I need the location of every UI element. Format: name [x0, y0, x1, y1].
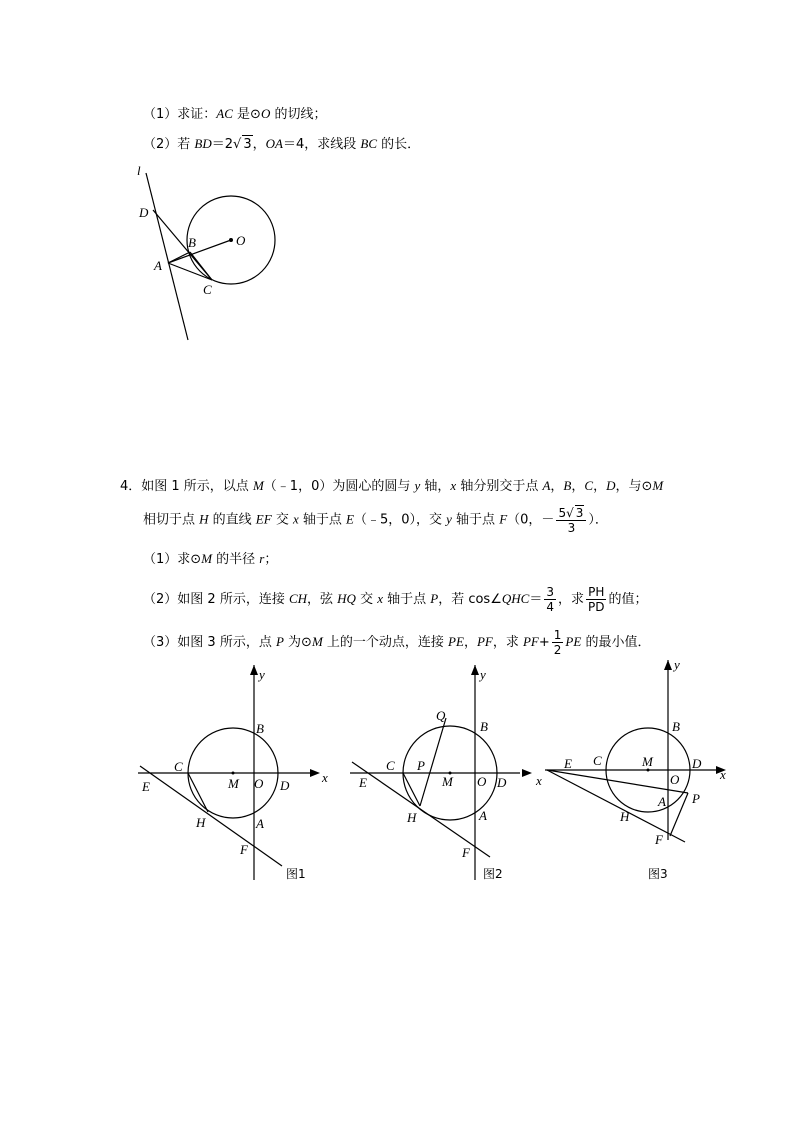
text-fragment: PH — [586, 585, 606, 600]
text-fragment: 求证： — [177, 107, 217, 122]
text-fragment: + — [538, 635, 550, 650]
q4-part2 — [143, 585, 648, 614]
label-A: A — [154, 258, 162, 273]
text-fragment: 3 — [567, 521, 576, 535]
label-D: D — [139, 205, 149, 220]
figure-label: B — [480, 719, 488, 734]
text-fragment: 若 — [177, 137, 195, 152]
q4-figure1 — [130, 660, 340, 885]
text-fragment: ， — [593, 479, 607, 494]
text-fragment: 的值； — [608, 592, 648, 607]
text-fragment: 交 — [271, 512, 293, 528]
y-arrow — [471, 665, 479, 675]
y-arrow — [664, 660, 672, 670]
text-fragment: 轴于点 — [451, 512, 500, 528]
x-arrow — [310, 769, 320, 777]
text-fragment: y — [414, 478, 421, 493]
figure-label: 图2 — [483, 867, 503, 881]
y-arrow — [250, 665, 258, 675]
fraction-half — [552, 628, 564, 657]
figure-label: 图1 — [286, 867, 306, 881]
text-fragment: ； — [264, 552, 278, 567]
text-fragment: P — [275, 634, 284, 649]
figure-label: 图3 — [648, 867, 668, 881]
figure-label: O — [670, 772, 680, 787]
figure-label: A — [479, 808, 487, 823]
figure-label: M — [228, 776, 239, 791]
text-fragment: 交 — [355, 592, 378, 607]
seg-FP — [670, 793, 688, 836]
text-fragment: 3 — [575, 506, 584, 520]
figure-label: B — [672, 719, 680, 734]
text-fragment: AC — [216, 106, 233, 121]
text-fragment: EF — [255, 511, 272, 527]
text-fragment: ＝ — [529, 592, 543, 607]
figure-label: Q — [436, 708, 446, 723]
figure-label: E — [142, 779, 150, 794]
figure-label: H — [407, 810, 417, 825]
x-arrow — [522, 769, 532, 777]
text-fragment: O — [260, 106, 271, 121]
text-fragment: M — [652, 478, 664, 493]
text-fragment: ， — [463, 635, 477, 650]
text-fragment: C — [584, 478, 594, 493]
text-fragment: 相切于点 — [143, 512, 200, 528]
text-fragment: PF — [476, 634, 493, 649]
figure-label: H — [196, 815, 206, 830]
label-B: B — [188, 235, 196, 250]
point-o — [229, 238, 233, 242]
q4-part1 — [143, 550, 277, 569]
text-fragment: BC — [360, 136, 378, 151]
text-fragment: 的最小值． — [581, 635, 651, 650]
figure-label: C — [593, 753, 602, 768]
text-fragment: 的直线 — [208, 512, 256, 528]
q3-part2: （2）若 BD＝2√ 3，OA＝4，求线段 BC 的长． — [143, 136, 421, 152]
figure-label: F — [240, 842, 248, 857]
figure-label: O — [254, 776, 264, 791]
figure-label: P — [417, 758, 425, 773]
figure-label: M — [642, 754, 653, 769]
q4-figure2 — [345, 660, 545, 885]
text-fragment: 3 — [546, 585, 554, 599]
text-fragment: x — [377, 591, 383, 606]
figure-label: D — [692, 756, 702, 771]
label-C: C — [203, 282, 212, 297]
q4-figure3 — [540, 655, 740, 885]
text-fragment: 求⊙ — [177, 552, 202, 567]
text-fragment: 轴于点 — [382, 592, 431, 607]
text-fragment: （0， — [507, 512, 542, 528]
seg-AO — [168, 240, 231, 263]
q3-figure — [130, 160, 290, 345]
text-fragment: y — [446, 511, 452, 527]
text-fragment: ， — [252, 137, 266, 152]
q3-part1 — [143, 105, 326, 124]
text-fragment: － — [541, 512, 555, 528]
text-fragment: ，若 cos∠ — [438, 592, 502, 607]
text-fragment: E — [346, 511, 354, 527]
text-fragment: 轴分别交于点 — [456, 479, 543, 494]
label-O: O — [236, 233, 246, 248]
q4-line1 — [120, 477, 663, 496]
figure-label: y — [259, 667, 265, 682]
text-fragment: ，与⊙ — [615, 479, 653, 494]
figure-label: H — [620, 809, 630, 824]
text-fragment: M — [201, 551, 213, 566]
text-fragment: x — [292, 511, 299, 527]
figure-label: A — [256, 816, 264, 831]
figure-label: M — [442, 774, 453, 789]
text-fragment: 4 — [546, 600, 554, 614]
text-fragment: BD — [194, 136, 212, 151]
figure-label: E — [564, 756, 572, 771]
figure-label: B — [256, 721, 264, 736]
text-fragment: （1） — [143, 552, 178, 567]
text-fragment: 5 — [558, 506, 567, 520]
text-fragment: 1 — [553, 628, 562, 642]
point-m — [232, 772, 235, 775]
figure-label: C — [174, 759, 183, 774]
text-fragment: H — [199, 511, 209, 527]
text-fragment: r — [259, 551, 265, 566]
text-fragment: （2） — [143, 592, 178, 607]
text-fragment: 为⊙ — [283, 635, 312, 650]
text-fragment: 的半径 — [212, 552, 260, 567]
text-fragment: ， — [550, 479, 564, 494]
figure-label: x — [720, 767, 726, 782]
figure-label: E — [359, 775, 367, 790]
text-fragment: x — [450, 478, 457, 493]
text-fragment: F — [499, 511, 508, 527]
text-fragment: ， — [571, 479, 585, 494]
figure-label: y — [674, 657, 680, 672]
text-fragment: PE — [448, 634, 464, 649]
text-fragment: PD — [588, 600, 605, 614]
figure-label: A — [658, 794, 666, 809]
q4-part3 — [143, 628, 650, 657]
text-fragment: 是⊙ — [232, 107, 261, 122]
fraction-ph-pd — [586, 585, 606, 614]
text-fragment: （3） — [143, 635, 178, 650]
q4-line2 — [143, 505, 608, 535]
text-fragment: PE — [565, 634, 582, 649]
text-fragment: 如图 3 所示，点 — [177, 635, 276, 650]
text-fragment: OA — [265, 136, 283, 151]
text-fragment: CH — [288, 591, 308, 606]
text-fragment: A — [542, 478, 551, 493]
text-fragment: HQ — [337, 591, 356, 606]
text-fragment: 轴， — [420, 479, 451, 494]
figure-label: F — [462, 845, 470, 860]
text-fragment: ，求 — [492, 635, 523, 650]
figure-label: P — [692, 791, 700, 806]
figure-label: x — [536, 773, 542, 788]
text-fragment: （1） — [143, 107, 178, 122]
text-fragment: ，求 — [557, 592, 584, 607]
text-fragment: 2 — [553, 643, 562, 657]
text-fragment: 轴于点 — [298, 512, 346, 528]
fraction-cos — [544, 585, 556, 614]
text-fragment: ，弦 — [307, 592, 338, 607]
text-fragment: QHC — [501, 591, 530, 606]
text-fragment: P — [430, 591, 439, 606]
figure-label: C — [386, 758, 395, 773]
tangent-ef — [352, 762, 490, 857]
text-fragment: M — [311, 634, 323, 649]
text-fragment: ＝4，求线段 — [282, 137, 361, 152]
label-l: l — [137, 163, 141, 178]
text-fragment: （﹣1，0）为圆心的圆与 — [263, 479, 415, 494]
text-fragment: （2） — [143, 137, 178, 152]
text-fragment: ＝2 — [211, 137, 234, 152]
text-fragment: 如图 2 所示，连接 — [177, 592, 289, 607]
figure-label: D — [280, 778, 290, 793]
text-fragment: 的切线； — [270, 107, 327, 122]
text-fragment: M — [252, 478, 264, 493]
text-fragment: 3 — [243, 137, 252, 152]
figure-label: D — [497, 775, 507, 790]
text-fragment: 4．如图 1 所示，以点 — [120, 479, 253, 494]
figure-label: x — [322, 770, 328, 785]
figure-label: y — [480, 667, 486, 682]
text-fragment: （﹣5，0），交 — [353, 512, 447, 528]
text-fragment: 上的一个动点，连接 — [322, 635, 449, 650]
figure-label: F — [655, 832, 663, 847]
text-fragment: 5√ 3 — [556, 505, 586, 521]
text-fragment: ）． — [588, 512, 608, 528]
text-fragment: D — [606, 478, 616, 493]
text-fragment: 的长． — [377, 137, 421, 152]
figure-label: O — [477, 774, 487, 789]
text-fragment: B — [563, 478, 572, 493]
fraction-f — [556, 505, 586, 535]
text-fragment: PF — [522, 634, 539, 649]
